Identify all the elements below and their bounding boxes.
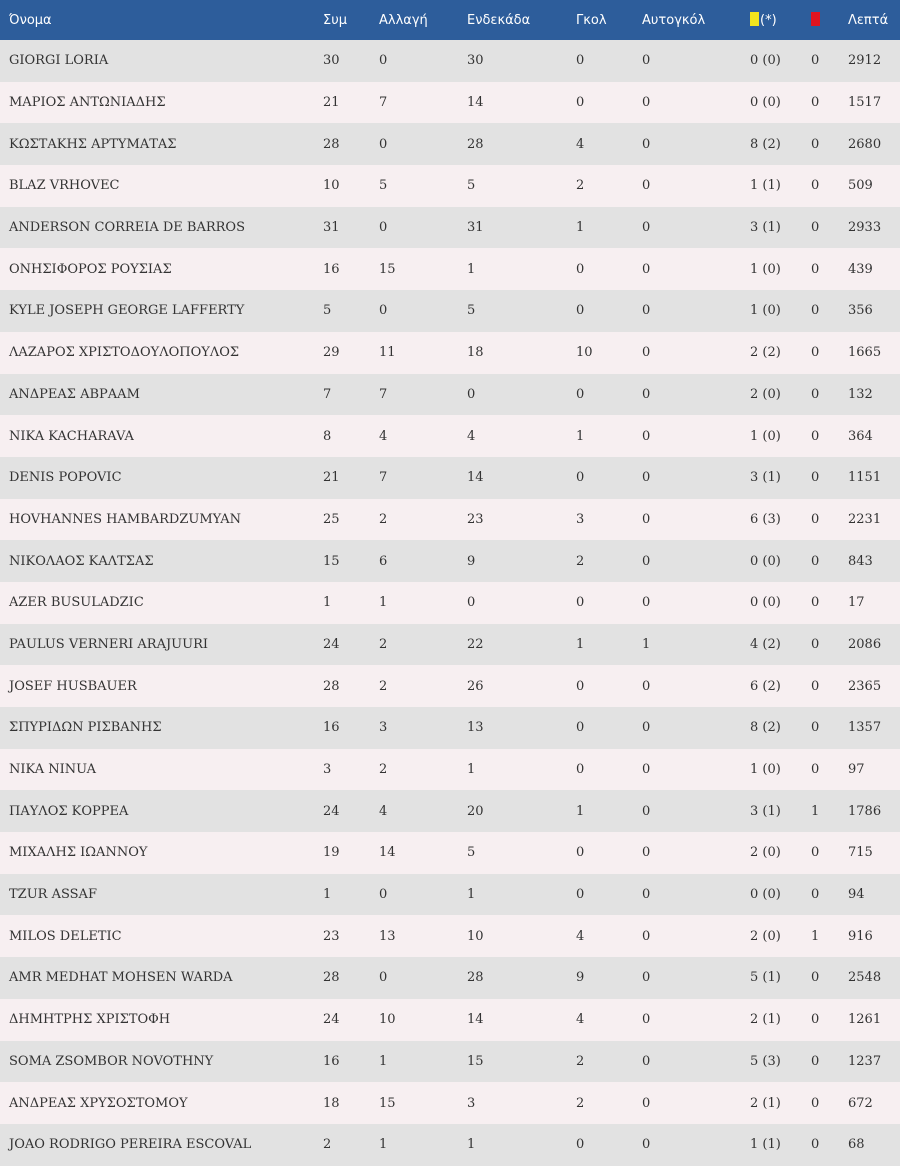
- substitutions-cell: 15: [379, 1095, 396, 1111]
- minutes-cell: 68: [848, 1137, 865, 1153]
- table-row: [0, 123, 900, 165]
- starting-cell: 26: [467, 678, 484, 694]
- goals-cell: 9: [576, 970, 585, 986]
- goals-cell: 0: [576, 303, 585, 319]
- minutes-cell: 364: [848, 428, 873, 444]
- goals-cell: 4: [576, 928, 585, 944]
- appearances-cell: 21: [323, 95, 340, 111]
- substitutions-cell: 4: [379, 428, 388, 444]
- own-goals-cell: 0: [642, 178, 651, 194]
- red-cards-cell: 0: [811, 678, 820, 694]
- appearances-cell: 24: [323, 636, 340, 652]
- starting-cell: 22: [467, 636, 484, 652]
- red-cards-cell: 0: [811, 1012, 820, 1028]
- starting-cell: 14: [467, 1012, 484, 1028]
- table-row: [0, 1041, 900, 1083]
- player-name-cell: SOMA ZSOMBOR NOVOTHNY: [9, 1053, 214, 1069]
- goals-cell: 0: [576, 845, 585, 861]
- goals-cell: 1: [576, 428, 585, 444]
- own-goals-cell: 0: [642, 887, 651, 903]
- yellow-cards-cell: 0 (0): [750, 887, 781, 903]
- minutes-cell: 843: [848, 553, 873, 569]
- col-header-minutes[interactable]: Λεπτά: [848, 12, 889, 28]
- player-name-cell: ΔΗΜΗΤΡΗΣ ΧΡΙΣΤΟΦΗ: [9, 1012, 171, 1028]
- appearances-cell: 19: [323, 845, 340, 861]
- player-name-cell: ΝΙΚΟΛΑΟΣ ΚΑΛΤΣΑΣ: [9, 553, 154, 569]
- table-row: [0, 790, 900, 832]
- yellow-cards-cell: 0 (0): [750, 553, 781, 569]
- red-cards-cell: 0: [811, 720, 820, 736]
- minutes-cell: 1517: [848, 95, 882, 111]
- substitutions-cell: 7: [379, 386, 388, 402]
- substitutions-cell: 0: [379, 303, 388, 319]
- table-row: [0, 82, 900, 124]
- own-goals-cell: 0: [642, 553, 651, 569]
- col-header-starting[interactable]: Ενδεκάδα: [467, 12, 531, 28]
- table-row: [0, 374, 900, 416]
- red-cards-cell: 1: [811, 928, 820, 944]
- minutes-cell: 1665: [848, 345, 882, 361]
- player-name-cell: ΣΠΥΡΙΔΩΝ ΡΙΣΒΑΝΗΣ: [9, 720, 162, 736]
- own-goals-cell: 0: [642, 1053, 651, 1069]
- table-row: [0, 749, 900, 791]
- table-row: [0, 290, 900, 332]
- goals-cell: 3: [576, 511, 585, 527]
- yellow-cards-cell: 6 (3): [750, 511, 781, 527]
- own-goals-cell: 0: [642, 95, 651, 111]
- starting-cell: 1: [467, 762, 476, 778]
- player-name-cell: AMR MEDHAT MOHSEN WARDA: [9, 970, 233, 986]
- yellow-cards-cell: 2 (1): [750, 1012, 781, 1028]
- appearances-cell: 16: [323, 1053, 340, 1069]
- red-cards-cell: 0: [811, 1095, 820, 1111]
- appearances-cell: 1: [323, 595, 332, 611]
- table-header: [0, 0, 900, 40]
- minutes-cell: 1357: [848, 720, 882, 736]
- appearances-cell: 15: [323, 553, 340, 569]
- minutes-cell: 17: [848, 595, 865, 611]
- table-row: [0, 165, 900, 207]
- substitutions-cell: 0: [379, 970, 388, 986]
- yellow-cards-cell: 1 (0): [750, 428, 781, 444]
- red-cards-cell: 0: [811, 553, 820, 569]
- red-cards-cell: 0: [811, 53, 820, 69]
- col-header-own-goals[interactable]: Αυτογκόλ: [642, 12, 706, 28]
- appearances-cell: 16: [323, 720, 340, 736]
- own-goals-cell: 0: [642, 303, 651, 319]
- starting-cell: 23: [467, 511, 484, 527]
- appearances-cell: 28: [323, 678, 340, 694]
- starting-cell: 0: [467, 595, 476, 611]
- appearances-cell: 5: [323, 303, 332, 319]
- table-row: [0, 499, 900, 541]
- red-cards-cell: 0: [811, 887, 820, 903]
- substitutions-cell: 5: [379, 178, 388, 194]
- goals-cell: 1: [576, 220, 585, 236]
- goals-cell: 10: [576, 345, 593, 361]
- player-name-cell: ΑΝΔΡΕΑΣ ΑΒΡΑΑΜ: [9, 386, 140, 402]
- yellow-cards-cell: 8 (2): [750, 720, 781, 736]
- appearances-cell: 1: [323, 887, 332, 903]
- yellow-cards-cell: 3 (1): [750, 220, 781, 236]
- yellow-cards-cell: 5 (3): [750, 1053, 781, 1069]
- goals-cell: 2: [576, 553, 585, 569]
- minutes-cell: 1151: [848, 470, 882, 486]
- starting-cell: 28: [467, 136, 484, 152]
- player-name-cell: ΜΙΧΑΛΗΣ ΙΩΑΝΝΟΥ: [9, 845, 148, 861]
- substitutions-cell: 1: [379, 595, 388, 611]
- goals-cell: 2: [576, 1095, 585, 1111]
- appearances-cell: 21: [323, 470, 340, 486]
- red-cards-cell: 0: [811, 970, 820, 986]
- appearances-cell: 25: [323, 511, 340, 527]
- starting-cell: 1: [467, 261, 476, 277]
- own-goals-cell: 0: [642, 803, 651, 819]
- player-name-cell: ΚΩΣΤΑΚΗΣ ΑΡΤΥΜΑΤΑΣ: [9, 136, 177, 152]
- appearances-cell: 18: [323, 1095, 340, 1111]
- minutes-cell: 2548: [848, 970, 882, 986]
- col-header-name[interactable]: Όνομα: [9, 12, 52, 28]
- table-row: [0, 999, 900, 1041]
- table-row: [0, 582, 900, 624]
- goals-cell: 0: [576, 261, 585, 277]
- own-goals-cell: 0: [642, 720, 651, 736]
- substitutions-cell: 7: [379, 470, 388, 486]
- starting-cell: 9: [467, 553, 476, 569]
- minutes-cell: 2086: [848, 636, 882, 652]
- own-goals-cell: 0: [642, 595, 651, 611]
- goals-cell: 0: [576, 386, 585, 402]
- player-name-cell: ANDERSON CORREIA DE BARROS: [9, 220, 245, 236]
- player-name-cell: AZER BUSULADZIC: [9, 595, 144, 611]
- own-goals-cell: 0: [642, 220, 651, 236]
- table-row: [0, 624, 900, 666]
- goals-cell: 4: [576, 1012, 585, 1028]
- appearances-cell: 28: [323, 136, 340, 152]
- goals-cell: 0: [576, 678, 585, 694]
- minutes-cell: 672: [848, 1095, 873, 1111]
- yellow-cards-cell: 2 (0): [750, 928, 781, 944]
- yellow-cards-cell: 1 (0): [750, 762, 781, 778]
- player-name-cell: PAULUS VERNERI ARAJUURI: [9, 636, 209, 652]
- substitutions-cell: 11: [379, 345, 396, 361]
- own-goals-cell: 0: [642, 470, 651, 486]
- player-name-cell: ΑΝΔΡΕΑΣ ΧΡΥΣΟΣΤΟΜΟΥ: [9, 1095, 188, 1111]
- red-cards-cell: 0: [811, 511, 820, 527]
- table-row: [0, 915, 900, 957]
- substitutions-cell: 3: [379, 720, 388, 736]
- player-name-cell: MILOS DELETIC: [9, 928, 122, 944]
- appearances-cell: 24: [323, 803, 340, 819]
- table-row: [0, 707, 900, 749]
- appearances-cell: 24: [323, 1012, 340, 1028]
- goals-cell: 0: [576, 762, 585, 778]
- player-name-cell: GIORGI LORIA: [9, 53, 109, 69]
- minutes-cell: 916: [848, 928, 873, 944]
- table-row: [0, 415, 900, 457]
- player-name-cell: HOVHANNES HAMBARDZUMYAN: [9, 511, 241, 527]
- substitutions-cell: 15: [379, 261, 396, 277]
- goals-cell: 0: [576, 720, 585, 736]
- yellow-card-suffix: (*): [760, 13, 777, 28]
- substitutions-cell: 1: [379, 1137, 388, 1153]
- yellow-cards-cell: 1 (0): [750, 303, 781, 319]
- minutes-cell: 94: [848, 887, 865, 903]
- starting-cell: 18: [467, 345, 484, 361]
- own-goals-cell: 0: [642, 762, 651, 778]
- goals-cell: 0: [576, 595, 585, 611]
- starting-cell: 1: [467, 1137, 476, 1153]
- starting-cell: 14: [467, 95, 484, 111]
- table-row: [0, 332, 900, 374]
- own-goals-cell: 0: [642, 678, 651, 694]
- starting-cell: 5: [467, 178, 476, 194]
- red-cards-cell: 0: [811, 386, 820, 402]
- red-cards-cell: 0: [811, 95, 820, 111]
- starting-cell: 13: [467, 720, 484, 736]
- own-goals-cell: 0: [642, 1095, 651, 1111]
- minutes-cell: 2912: [848, 53, 882, 69]
- player-name-cell: TZUR ASSAF: [9, 887, 97, 903]
- minutes-cell: 509: [848, 178, 873, 194]
- red-cards-cell: 1: [811, 803, 820, 819]
- yellow-cards-cell: 1 (0): [750, 261, 781, 277]
- red-cards-cell: 0: [811, 303, 820, 319]
- col-header-sub[interactable]: Αλλαγή: [379, 12, 428, 28]
- yellow-cards-cell: 0 (0): [750, 95, 781, 111]
- yellow-cards-cell: 0 (0): [750, 595, 781, 611]
- appearances-cell: 23: [323, 928, 340, 944]
- red-cards-cell: 0: [811, 595, 820, 611]
- player-name-cell: BLAZ VRHOVEC: [9, 178, 120, 194]
- yellow-cards-cell: 2 (0): [750, 845, 781, 861]
- substitutions-cell: 0: [379, 53, 388, 69]
- substitutions-cell: 2: [379, 762, 388, 778]
- red-cards-cell: 0: [811, 220, 820, 236]
- own-goals-cell: 0: [642, 845, 651, 861]
- starting-cell: 0: [467, 386, 476, 402]
- own-goals-cell: 0: [642, 345, 651, 361]
- player-name-cell: ΠΑΥΛΟΣ ΚΟΡΡΕΑ: [9, 803, 129, 819]
- substitutions-cell: 13: [379, 928, 396, 944]
- player-name-cell: NIKA KACHARAVA: [9, 428, 134, 444]
- red-cards-cell: 0: [811, 845, 820, 861]
- starting-cell: 20: [467, 803, 484, 819]
- appearances-cell: 31: [323, 220, 340, 236]
- appearances-cell: 30: [323, 53, 340, 69]
- starting-cell: 5: [467, 303, 476, 319]
- table-row: [0, 540, 900, 582]
- red-cards-cell: 0: [811, 1053, 820, 1069]
- substitutions-cell: 2: [379, 678, 388, 694]
- substitutions-cell: 2: [379, 511, 388, 527]
- table-row: [0, 248, 900, 290]
- minutes-cell: 2231: [848, 511, 882, 527]
- appearances-cell: 28: [323, 970, 340, 986]
- own-goals-cell: 1: [642, 636, 651, 652]
- substitutions-cell: 1: [379, 1053, 388, 1069]
- red-cards-cell: 0: [811, 762, 820, 778]
- starting-cell: 14: [467, 470, 484, 486]
- starting-cell: 4: [467, 428, 476, 444]
- table-row: [0, 832, 900, 874]
- table-row: [0, 1082, 900, 1124]
- appearances-cell: 7: [323, 386, 332, 402]
- player-name-cell: ΛΑΖΑΡΟΣ ΧΡΙΣΤΟΔΟΥΛΟΠΟΥΛΟΣ: [9, 345, 240, 361]
- substitutions-cell: 0: [379, 220, 388, 236]
- starting-cell: 15: [467, 1053, 484, 1069]
- goals-cell: 4: [576, 136, 585, 152]
- minutes-cell: 1237: [848, 1053, 882, 1069]
- starting-cell: 1: [467, 887, 476, 903]
- yellow-cards-cell: 3 (1): [750, 470, 781, 486]
- table-row: [0, 457, 900, 499]
- appearances-cell: 2: [323, 1137, 332, 1153]
- red-cards-cell: 0: [811, 1137, 820, 1153]
- substitutions-cell: 0: [379, 887, 388, 903]
- table-row: [0, 207, 900, 249]
- yellow-cards-cell: 8 (2): [750, 136, 781, 152]
- own-goals-cell: 0: [642, 136, 651, 152]
- minutes-cell: 439: [848, 261, 873, 277]
- substitutions-cell: 14: [379, 845, 396, 861]
- goals-cell: 0: [576, 887, 585, 903]
- col-header-red-cards[interactable]: [802, 0, 839, 40]
- player-name-cell: DENIS POPOVIC: [9, 470, 122, 486]
- yellow-cards-cell: 6 (2): [750, 678, 781, 694]
- minutes-cell: 1786: [848, 803, 882, 819]
- table-row: [0, 957, 900, 999]
- player-name-cell: JOAO RODRIGO PEREIRA ESCOVAL: [9, 1137, 252, 1153]
- table-row: [0, 874, 900, 916]
- col-header-apps[interactable]: Συμ: [323, 12, 348, 28]
- yellow-cards-cell: 1 (1): [750, 1137, 781, 1153]
- yellow-cards-cell: 3 (1): [750, 803, 781, 819]
- own-goals-cell: 0: [642, 428, 651, 444]
- appearances-cell: 16: [323, 261, 340, 277]
- red-cards-cell: 0: [811, 428, 820, 444]
- minutes-cell: 132: [848, 386, 873, 402]
- player-name-cell: KYLE JOSEPH GEORGE LAFFERTY: [9, 303, 245, 319]
- table-body: [0, 40, 900, 1166]
- red-cards-cell: 0: [811, 470, 820, 486]
- goals-cell: 2: [576, 178, 585, 194]
- starting-cell: 10: [467, 928, 484, 944]
- goals-cell: 1: [576, 803, 585, 819]
- yellow-cards-cell: 0 (0): [750, 53, 781, 69]
- table-row: [0, 665, 900, 707]
- red-cards-cell: 0: [811, 136, 820, 152]
- own-goals-cell: 0: [642, 928, 651, 944]
- red-cards-cell: 0: [811, 636, 820, 652]
- player-name-cell: NIKA NINUA: [9, 762, 97, 778]
- starting-cell: 3: [467, 1095, 476, 1111]
- table-row: [0, 1124, 900, 1166]
- substitutions-cell: 10: [379, 1012, 396, 1028]
- col-header-yellow-cards[interactable]: [741, 0, 802, 40]
- appearances-cell: 8: [323, 428, 332, 444]
- col-header-goals[interactable]: Γκολ: [576, 12, 607, 28]
- table-row: [0, 40, 900, 82]
- own-goals-cell: 0: [642, 261, 651, 277]
- yellow-cards-cell: 4 (2): [750, 636, 781, 652]
- yellow-cards-cell: 2 (1): [750, 1095, 781, 1111]
- goals-cell: 0: [576, 53, 585, 69]
- minutes-cell: 715: [848, 845, 873, 861]
- own-goals-cell: 0: [642, 53, 651, 69]
- minutes-cell: 97: [848, 762, 865, 778]
- appearances-cell: 29: [323, 345, 340, 361]
- yellow-cards-cell: 5 (1): [750, 970, 781, 986]
- red-cards-cell: 0: [811, 178, 820, 194]
- minutes-cell: 2365: [848, 678, 882, 694]
- substitutions-cell: 2: [379, 636, 388, 652]
- own-goals-cell: 0: [642, 511, 651, 527]
- minutes-cell: 356: [848, 303, 873, 319]
- starting-cell: 31: [467, 220, 484, 236]
- starting-cell: 30: [467, 53, 484, 69]
- substitutions-cell: 4: [379, 803, 388, 819]
- red-cards-cell: 0: [811, 345, 820, 361]
- player-name-cell: ΜΑΡΙΟΣ ΑΝΤΩΝΙΑΔΗΣ: [9, 95, 166, 111]
- goals-cell: 1: [576, 636, 585, 652]
- substitutions-cell: 6: [379, 553, 388, 569]
- red-card-icon: [811, 12, 820, 26]
- minutes-cell: 2680: [848, 136, 882, 152]
- starting-cell: 5: [467, 845, 476, 861]
- substitutions-cell: 7: [379, 95, 388, 111]
- own-goals-cell: 0: [642, 386, 651, 402]
- red-cards-cell: 0: [811, 261, 820, 277]
- own-goals-cell: 0: [642, 1012, 651, 1028]
- yellow-card-icon: [750, 12, 759, 26]
- goals-cell: 2: [576, 1053, 585, 1069]
- player-name-cell: JOSEF HUSBAUER: [9, 678, 137, 694]
- substitutions-cell: 0: [379, 136, 388, 152]
- goals-cell: 0: [576, 1137, 585, 1153]
- goals-cell: 0: [576, 470, 585, 486]
- own-goals-cell: 0: [642, 1137, 651, 1153]
- yellow-cards-cell: 1 (1): [750, 178, 781, 194]
- goals-cell: 0: [576, 95, 585, 111]
- appearances-cell: 10: [323, 178, 340, 194]
- appearances-cell: 3: [323, 762, 332, 778]
- player-name-cell: ΟΝΗΣΙΦΟΡΟΣ ΡΟΥΣΙΑΣ: [9, 261, 172, 277]
- own-goals-cell: 0: [642, 970, 651, 986]
- yellow-cards-cell: 2 (0): [750, 386, 781, 402]
- yellow-cards-cell: 2 (2): [750, 345, 781, 361]
- minutes-cell: 1261: [848, 1012, 882, 1028]
- starting-cell: 28: [467, 970, 484, 986]
- minutes-cell: 2933: [848, 220, 882, 236]
